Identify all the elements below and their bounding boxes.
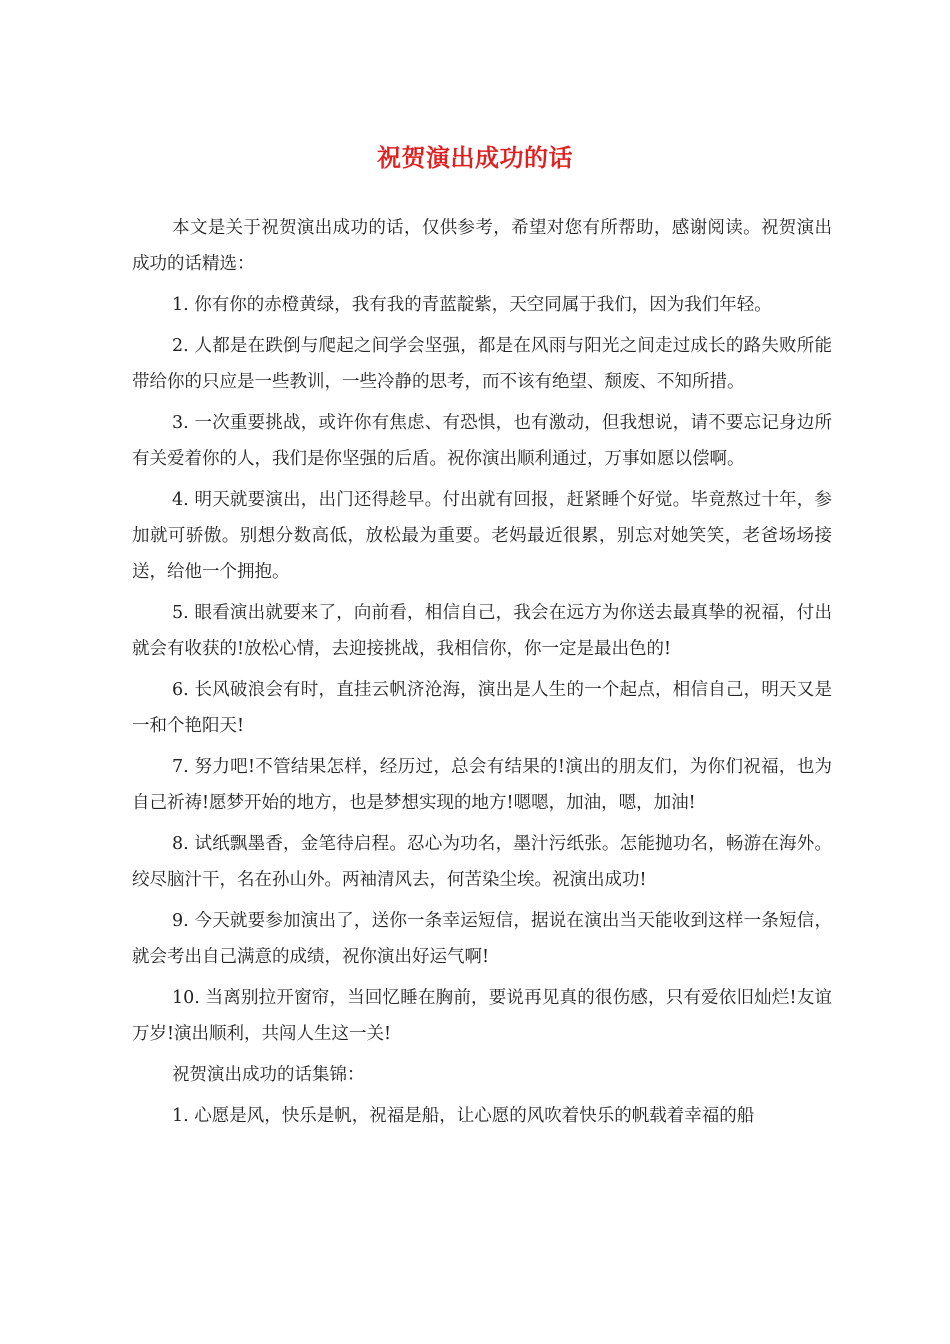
paragraph-item: 1. 心愿是风，快乐是帆，祝福是船，让心愿的风吹着快乐的帆载着幸福的船 [172, 1106, 755, 1126]
paragraph-intro: 本文是关于祝贺演出成功的话，仅供参考，希望对您有所帮助，感谢阅读。祝贺演出成功的话精选： [132, 218, 832, 274]
document-body [132, 210, 832, 1139]
paragraph-item: 4. 明天就要演出，出门还得趁早。付出就有回报，赶紧睡个好觉。毕竟熬过十年，参加就可骄傲。别想分数高低，放松最为重要。老妈最近很累，别忘对她笑笑，老爸场场接送，给他一个拥抱。 [132, 490, 832, 582]
paragraph-item: 7. 努力吧!不管结果怎样，经历过，总会有结果的!演出的朋友们，为你们祝福，也为自己祈祷!愿梦开始的地方，也是梦想实现的地方!嗯嗯，加油，嗯，加油! [132, 757, 832, 813]
section-heading: 祝贺演出成功的话集锦： [172, 1065, 365, 1085]
paragraph-item: 2. 人都是在跌倒与爬起之间学会坚强，都是在风雨与阳光之间走过成长的路失败所能带给你的只应是一些教训，一些冷静的思考，而不该有绝望、颓废、不知所措。 [132, 336, 832, 392]
paragraph-item: 3. 一次重要挑战，或许你有焦虑、有恐惧，也有激动，但我想说，请不要忘记身边所有关爱着你的人，我们是你坚强的后盾。祝你演出顺利通过，万事如愿以偿啊。 [132, 413, 832, 469]
paragraph-item: 6. 长风破浪会有时，直挂云帆济沧海，演出是人生的一个起点，相信自己，明天又是一和个艳阳天! [132, 680, 832, 736]
paragraph-item: 9. 今天就要参加演出了，送你一条幸运短信，据说在演出当天能收到这样一条短信，就会考出自己满意的成绩，祝你演出好运气啊! [132, 911, 832, 967]
paragraph-item: 8. 试纸飘墨香，金笔待启程。忍心为功名，墨汁污纸张。怎能抛功名，畅游在海外。绞尽脑汁干，名在孙山外。两袖清风去，何苦染尘埃。祝演出成功! [132, 834, 832, 890]
page-title: 祝贺演出成功的话 [377, 144, 573, 172]
paragraph-item: 1. 你有你的赤橙黄绿，我有我的青蓝靛紫，天空同属于我们，因为我们年轻。 [172, 295, 772, 315]
paragraph-item: 5. 眼看演出就要来了，向前看，相信自己，我会在远方为你送去最真挚的祝福，付出就会有收获的!放松心情，去迎接挑战，我相信你，你一定是最出色的! [132, 603, 832, 659]
paragraph-item: 10. 当离别拉开窗帘，当回忆睡在胸前，要说再见真的很伤感，只有爱依旧灿烂!友谊万岁!演出顺利，共闯人生这一关! [132, 988, 832, 1044]
